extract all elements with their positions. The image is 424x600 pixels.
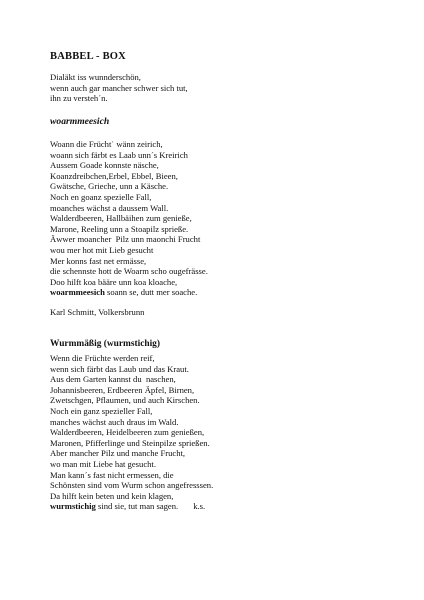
poem-line: Marone, Reeling unn a Stoapilz sprieße.: [50, 223, 189, 234]
poem-line: Walderdbeeren, Heidelbeeren zum genießen,: [50, 427, 205, 438]
poem-line: wenn sich färbt das Laub und das Kraut.: [50, 363, 189, 374]
poem-line: Noch ein ganz spezieller Fall,: [50, 405, 153, 416]
poem-line-rest: soann se, dutt mer soache.: [104, 287, 198, 298]
poem-line: manches wächst auch draus im Wald.: [50, 416, 179, 427]
dialect-poem-heading: woarmmeesich: [50, 116, 110, 127]
poem-line: Da hilft kein beten und kein klagen,: [50, 490, 174, 501]
intro-line: Dialäkt iss wunnderschön,: [50, 72, 141, 82]
poem-line: Man kann´s fast nicht ermessen, die: [50, 469, 174, 480]
poem-line: Zwetschgen, Pflaumen, und auch Kirschen.: [50, 395, 200, 406]
poem-line: Woann die Früchtˈ wänn zeirich,: [50, 139, 163, 149]
poem-line-rest: sind sie, tut man sagen. k.s.: [95, 501, 206, 512]
intro-line: wenn auch gar mancher schwer sich tut,: [50, 82, 188, 93]
standard-poem-heading: Wurmmäßig (wurmstichig): [50, 339, 160, 349]
poem-line: Johannisbeeren, Erdbeeren Äpfel, Birnen,: [50, 384, 195, 395]
poem-line: Mer konns fast net ermässe,: [50, 255, 147, 266]
poem-line: Aber mancher Pilz und manche Frucht,: [50, 448, 186, 459]
poem-last-line: [50, 501, 213, 512]
standard-poem: [50, 353, 213, 512]
poem-line: wou mer hot mit Lieb gesucht: [50, 244, 154, 255]
page-title: BABBEL - BOX: [50, 51, 126, 62]
poem-line: Aus dem Garten kannst du naschen,: [50, 374, 176, 385]
poem-line: Maronen, Pfifferlinge und Steinpilze sprießen.: [50, 437, 210, 448]
poem-last-line: [50, 287, 208, 298]
poem-bold-word: woarmmeesich: [50, 287, 105, 298]
author-credit: Karl Schmitt, Volkersbrunn: [50, 307, 145, 317]
poem-line: Wenn die Früchte werden reif,: [50, 353, 155, 363]
poem-line: Walderdbeeren, Hallbäihen zum genieße,: [50, 213, 192, 224]
poem-line: Noch en goanz spezielle Fall,: [50, 191, 152, 202]
poem-line: wo man mit Liebe hat gesucht.: [50, 458, 156, 469]
poem-line: woann sich färbt es Laab unn´s Kreirich: [50, 149, 188, 160]
poem-line: Äwwer moancher Pilz unn maonchi Frucht: [50, 234, 201, 245]
poem-line: Koanzdreibchen,Erbel, Ebbel, Bieen,: [50, 170, 178, 181]
poem-line: Schönsten sind vom Wurm schon angefresssen.: [50, 480, 214, 491]
dialect-poem: [50, 139, 208, 298]
poem-line: die schennste hott de Woarm scho ougefrässe.: [50, 266, 208, 277]
poem-bold-word: wurmstichig: [50, 501, 96, 512]
poem-line: Gwätsche, Grieche, unn a Käsche.: [50, 181, 169, 192]
poem-line: Aussem Goade konnste näsche,: [50, 160, 159, 171]
poem-line: Doo hilft koa bääre unn koa kloache,: [50, 276, 178, 287]
intro-line: ihn zu versteh´n.: [50, 93, 108, 104]
poem-line: moanches wächst a daussem Wall.: [50, 202, 169, 213]
intro-paragraph: [50, 72, 188, 104]
